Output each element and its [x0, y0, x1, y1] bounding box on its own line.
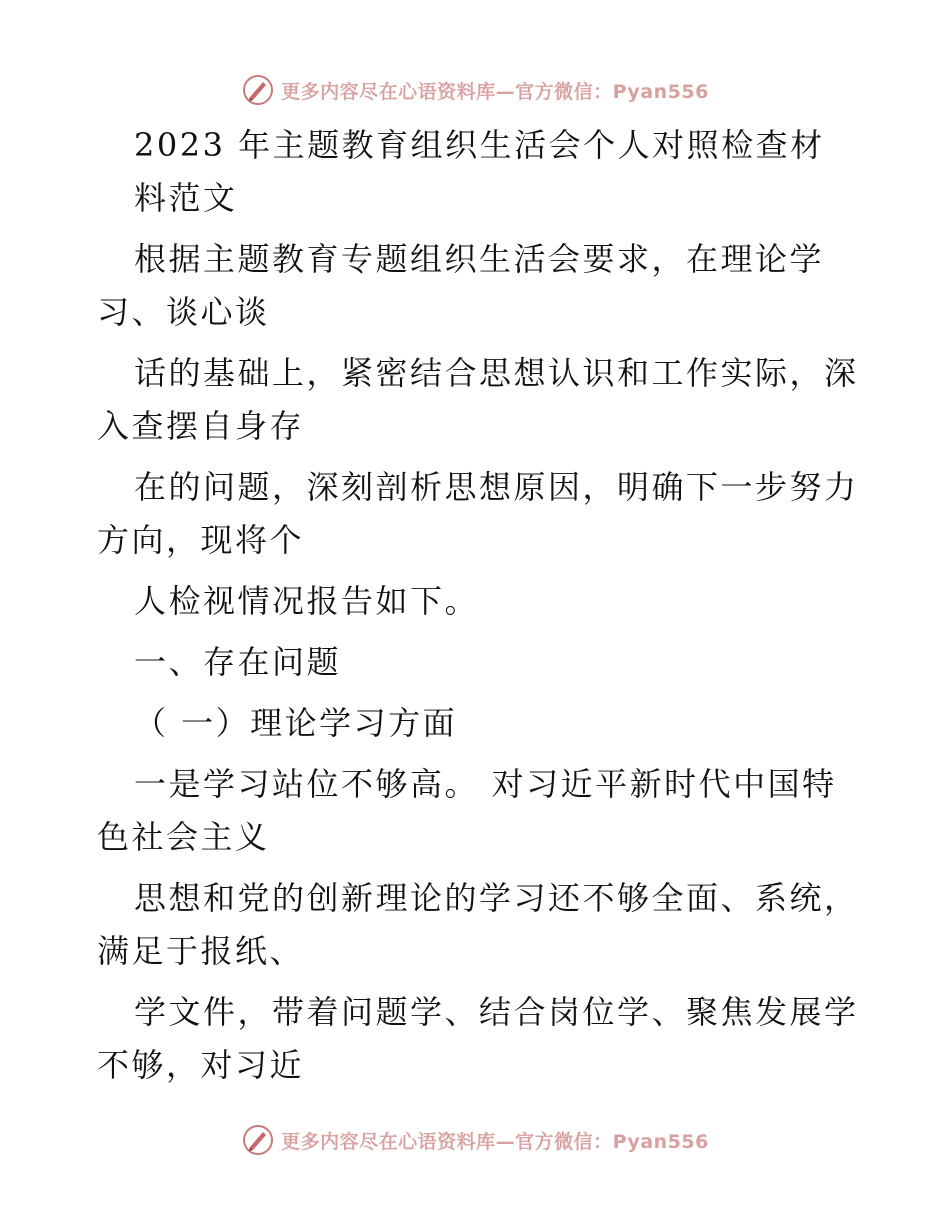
text-line: 学文件，带着问题学、结合岗位学、聚焦发展学 [134, 993, 859, 1031]
text-line: 在的问题，深刻剖析思想原因，明确下一步努力 [134, 468, 859, 506]
text-line: 料范文 [134, 179, 238, 217]
text-line: （ 一）理论学习方面 [134, 704, 458, 742]
text-line: 根据主题教育专题组织生活会要求，在理论学 [134, 240, 825, 278]
text-line: 习、谈心谈 [97, 293, 270, 331]
footer-watermark [0, 1120, 950, 1160]
text-line: 一是学习站位不够高。 对习近平新时代中国特 [134, 765, 837, 803]
text-line: 满足于报纸、 [97, 932, 305, 970]
text-line: 话的基础上，紧密结合思想认识和工作实际，深 [134, 354, 859, 392]
pen-logo-icon [241, 1123, 275, 1157]
text-line: 色社会主义 [97, 818, 270, 856]
document-body [97, 126, 857, 1085]
text-line: 入查摆自身存 [97, 407, 305, 445]
watermark-text: 更多内容尽在心语资料库—官方微信：Pyan556 [281, 80, 709, 103]
text-line: 思想和党的创新理论的学习还不够全面、系统， [134, 879, 859, 917]
watermark-text: 更多内容尽在心语资料库—官方微信：Pyan556 [281, 1130, 709, 1153]
text-line: 2023 年主题教育组织生活会个人对照检查材 [134, 126, 825, 164]
text-line: 不够，对习近 [97, 1046, 305, 1084]
pen-logo-icon [241, 73, 275, 107]
text-line: 人检视情况报告如下。 [134, 582, 480, 620]
text-line: 方向，现将个 [97, 521, 305, 559]
header-watermark [0, 70, 950, 110]
text-line: 一、存在问题 [134, 643, 342, 681]
